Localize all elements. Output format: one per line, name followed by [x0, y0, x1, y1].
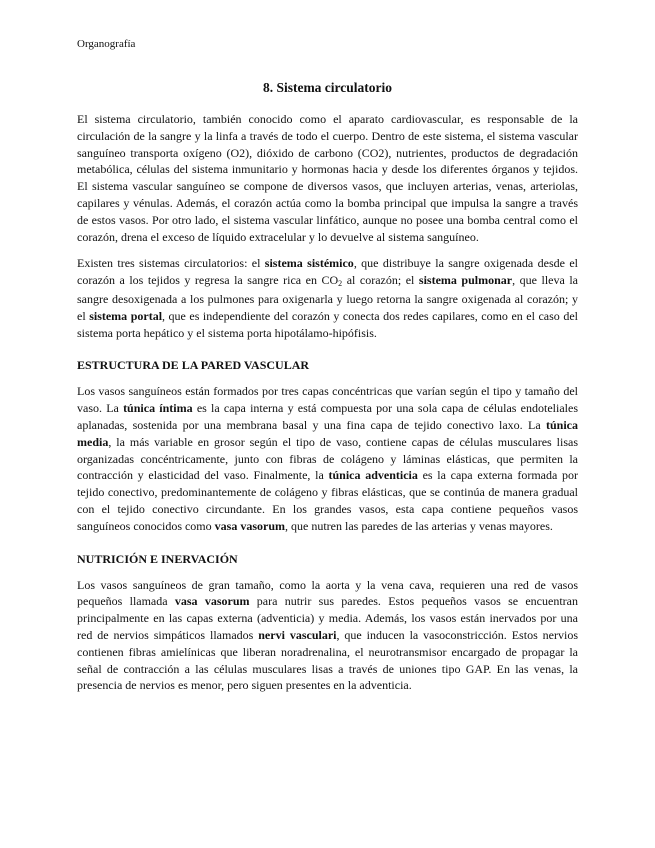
text-run: , que es independiente del corazón y conecta dos redes capilares, como en el caso del sistema porta hepático y el sistema porta hipotálamo-hipófisis. [77, 308, 578, 340]
section-heading-nutricion: NUTRICIÓN E INERVACIÓN [77, 551, 238, 566]
text-run: , que distribuye la sangre oxigenada desde el corazón a los tejidos y regresa la sangre rica en CO [77, 256, 578, 288]
text-run: , que inducen la vasoconstricción. Estos nervios contienen fibras amielínicas que liberan noradrenalina, el neurotransmisor encargado de propagar la señal de contracción a las células musculares lisas a través de uniones tipo GAP. En las venas, la presencia de nervios es menor, pero siguen presentes en la adventicia. [77, 627, 578, 693]
term-tunica-intima: túnica íntima [123, 401, 193, 416]
page-title: 8. Sistema circulatorio [262, 80, 393, 95]
term-tunica-adventicia: túnica adventicia [328, 468, 418, 483]
section-heading-estructura: ESTRUCTURA DE LA PARED VASCULAR [77, 358, 310, 373]
term-sistema-pulmonar: sistema pulmonar [418, 273, 513, 288]
text-run: es la capa interna y está compuesta por una sola capa de células endoteliales aplanadas, sostenida por una membrana basal y una fina capa de tejido conectivo laxo. La [77, 401, 578, 432]
text-run: es la capa externa formada por tejido conectivo, predominantemente de colágeno y fibras elásticas, que se continúa de manera gradual con el tejido conectivo circundante. En los grandes vasos, esta capa contiene pequeños vasos sanguíneos conocidos como [77, 468, 578, 533]
text-run: para nutrir sus paredes. Estos pequeños vasos se encuentran principalmente en las capas externa (adventicia) y media. Además, los vasos están inervados por una red de nervios simpáticos llamados [77, 594, 578, 642]
intro-paragraph-1: El sistema circulatorio, también conocido como el aparato cardiovascular, es responsable de la circulación de la sangre y la linfa a través de todo el cuerpo. Dentro de este sistema, el sistema vascular sanguíneo transporta oxígeno (O2), dióxido de carbono (CO2), nutrientes, productos de degradación metabólica, células del sistema inmunitario y hormonas hacia y desde los diferentes órganos y tejidos. El sistema vascular sanguíneo se compone de diversos vasos, que incluyen arterias, venas, arteriolas, capilares y vénulas. Además, el corazón actúa como la bomba principal que impulsa la sangre a través de estos vasos. Por otro lado, el sistema vascular linfático, aunque no posee una bomba central como el corazón, drena el exceso de líquido extracelular y lo devuelve al sistema sanguíneo. [77, 112, 578, 244]
text-run: Existen tres sistemas circulatorios: el [77, 256, 265, 271]
section2-paragraph [77, 577, 578, 695]
section1-paragraph [77, 383, 578, 534]
text-run: , que nutren las paredes de las arterias y venas mayores. [285, 518, 553, 533]
text-run: Los vasos sanguíneos están formados por tres capas concéntricas que varían según el tipo y tamaño del vaso. La [77, 384, 578, 416]
term-tunica-media: túnica media [77, 417, 578, 449]
text-run: , la más variable en grosor según el tipo de vaso, contiene capas de células musculares lisas organizadas concéntricamente, junto con fibras de colágeno y láminas elásticas, que permiten la contracción y elasticidad del vaso. Finalmente, la [77, 434, 578, 483]
term-nervi-vasculari: nervi vasculari [258, 627, 337, 642]
term-vasa-vasorum: vasa vasorum [174, 594, 250, 609]
document-header: Organografía [77, 38, 136, 50]
subscript-2: 2 [338, 279, 343, 289]
term-sistema-portal: sistema portal [89, 308, 163, 323]
term-sistema-sistemico: sistema sistémico [264, 256, 354, 271]
term-vasa-vasorum: vasa vasorum [214, 518, 285, 533]
text-run: al corazón; el [342, 273, 419, 288]
intro-paragraph-2 [77, 255, 578, 341]
document-body [77, 111, 578, 704]
text-run: , que lleva la sangre desoxigenada a los pulmones para oxigenarla y luego retorna la sangre oxigenada al corazón; y el [77, 273, 578, 323]
text-run: Los vasos sanguíneos de gran tamaño, como la aorta y la vena cava, requieren una red de vasos pequeños llamada [77, 577, 578, 609]
